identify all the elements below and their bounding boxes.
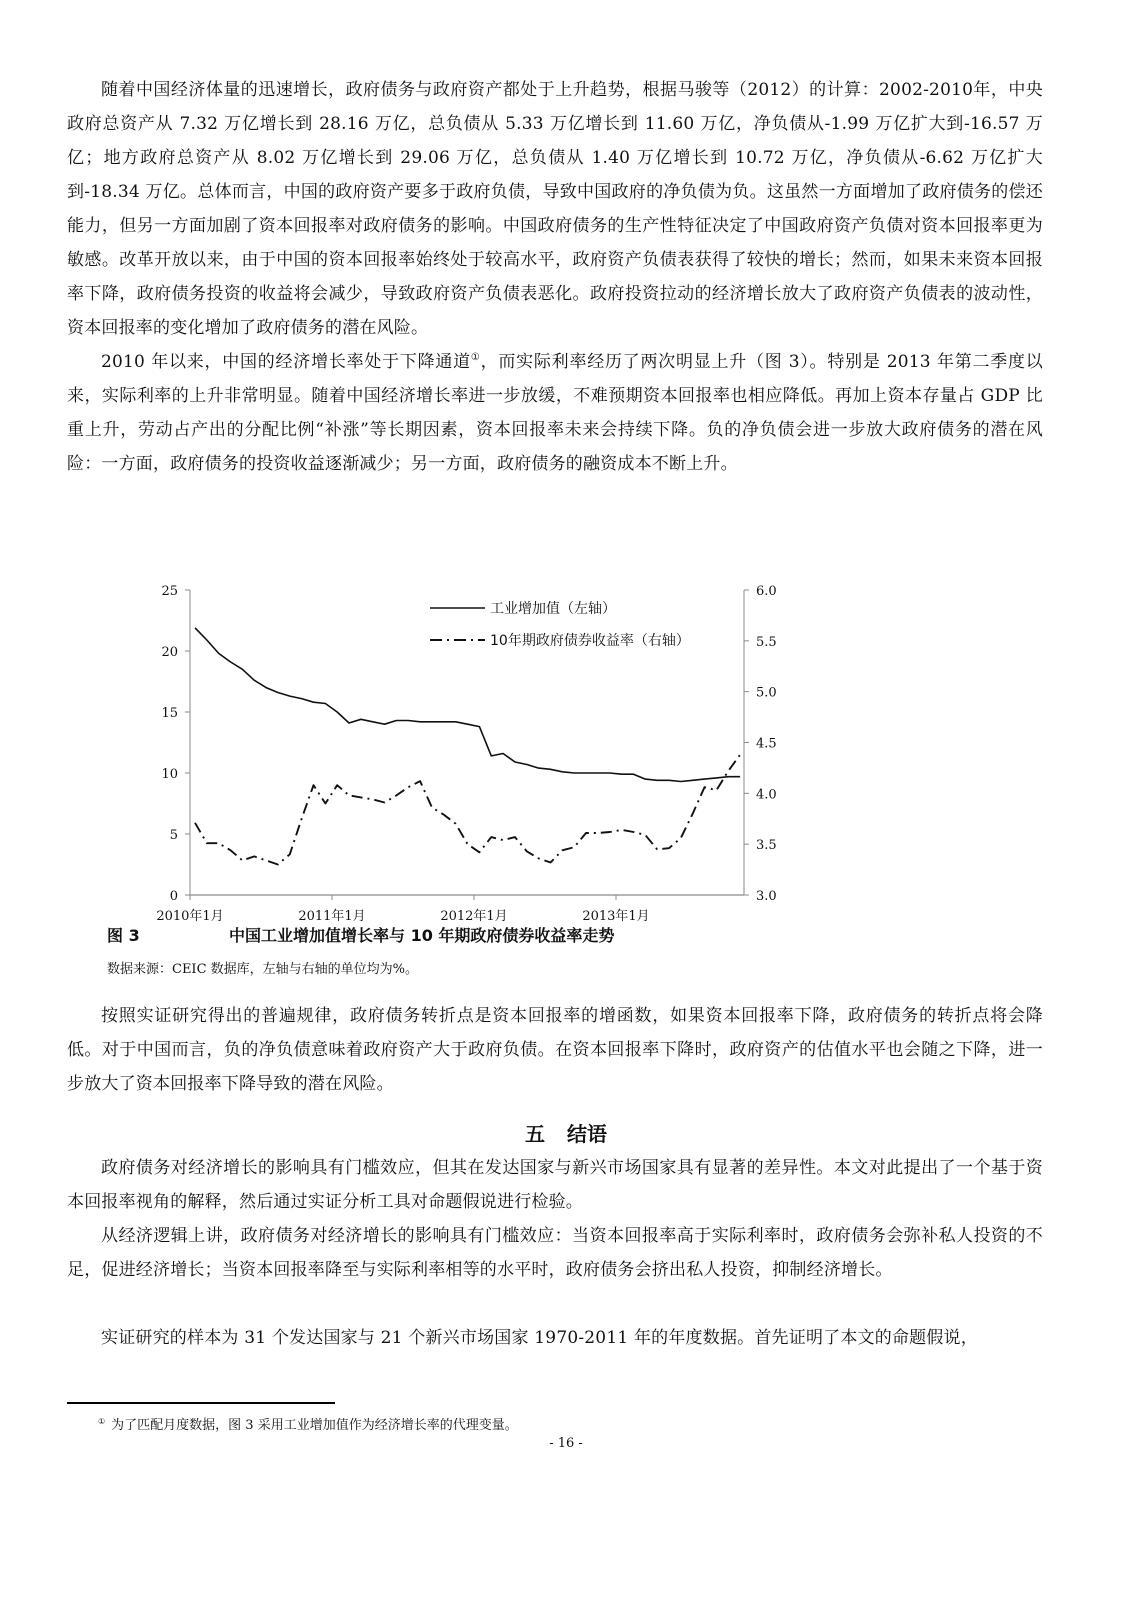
legend-label-industrial-value: 工业增加值（左轴） xyxy=(490,601,616,617)
figure-3-chart xyxy=(0,555,1132,924)
paragraph-economic-logic: 从经济逻辑上讲，政府债务对经济增长的影响具有门槛效应：当资本回报率高于实际利率时，政府债务会弥补私人投资的不足，促进经济增长；当资本回报率降至与实际利率相等的水平时，政府债务会挤出私人投资，抑制经济增长。 xyxy=(67,1226,1043,1280)
figure-caption xyxy=(107,923,615,946)
x-axis-tick-label: 2010年1月 xyxy=(156,909,224,924)
right-axis-tick-label: 4.0 xyxy=(756,787,777,803)
paragraph-growth-decline xyxy=(67,345,1043,481)
chart-series xyxy=(195,628,740,865)
page-number: - 16 - xyxy=(549,1436,583,1451)
left-axis-tick-label: 15 xyxy=(161,706,178,721)
figure-source-note: 数据来源：CEIC 数据库，左轴与右轴的单位均为%。 xyxy=(107,962,419,977)
figure-title: 中国工业增加值增长率与 10 年期政府债券收益率走势 xyxy=(229,926,615,945)
right-axis-tick-label: 5.0 xyxy=(756,685,777,701)
right-axis-tick-label: 3.0 xyxy=(756,889,777,904)
paragraph-government-balance-sheet: 随着中国经济体量的迅速增长，政府债务与政府资产都处于上升趋势，根据马骏等（2012）的计算：2002-2010年，中央政府总资产从 7.32 万亿增长到 28.16 万亿，总负债从 5.33 万亿增长到 11.60 万亿，净负债从-1.99 万亿扩大到-16.57 万亿；地方政府总资产从 8.02 万亿增长到 29.06 万亿，总负债从 1.40 万亿增长到 10.72 万亿，净负债从-6.62 万亿扩大到-18.34 万亿。总体而言，中国的政府资产要多于政府负债，导致中国政府的净负债为负。这虽然一方面增加了政府债务的偿还能力，但另一方面加剧了资本回报率对政府债务的影响。中国政府债务的生产性特征决定了中国政府资产负债对资本回报率更为敏感。改革开放以来，由于中国的资本回报率始终处于较高水平，政府资产负债表获得了较快的增长；然而，如果未来资本回报率下降，政府债务投资的收益将会减少，导致政府资产负债表恶化。政府投资拉动的经济增长放大了政府资产负债表的波动性，资本回报率的变化增加了政府债务的潜在风险。 xyxy=(67,80,1043,338)
paragraph-text: ，而实际利率经历了两次明显上升（图 3）。特别是 2013 年第二季度以来，实际利率的上升非常明显。随着中国经济增长率进一步放缓，不难预期资本回报率也相应降低。再加上资本存量占 GDP 比重上升，劳动占产出的分配比例“补涨”等长期因素，资本回报率未来会持续下降。负的净负债会进一步放大政府债务的潜在风险：一方面，政府债务的投资收益逐渐减少；另一方面，政府债务的融资成本不断上升。 xyxy=(67,352,1043,474)
legend-label-bond-yield: 10年期政府债券收益率（右轴） xyxy=(490,633,690,649)
right-axis-tick-label: 3.5 xyxy=(756,838,777,854)
left-axis-tick-label: 0 xyxy=(169,889,178,904)
footnote-reference[interactable]: ① xyxy=(470,352,481,363)
paragraph-conclusion-summary: 政府债务对经济增长的影响具有门槛效应，但其在发达国家与新兴市场国家具有显著的差异性。本文对此提出了一个基于资本回报率视角的解释，然后通过实证分析工具对命题假说进行检验。 xyxy=(67,1158,1043,1212)
series-line-industrial-value xyxy=(195,628,740,782)
right-axis-tick-label: 5.5 xyxy=(756,634,777,650)
paragraph-empirical-sample: 实证研究的样本为 31 个发达国家与 21 个新兴市场国家 1970-2011 年的年度数据。首先证明了本文的命题假说， xyxy=(101,1328,978,1348)
section-title: 结语 xyxy=(567,1122,607,1146)
section-number: 五 xyxy=(525,1122,545,1146)
chart-legend xyxy=(430,600,690,649)
footnote-divider xyxy=(67,1402,335,1404)
series-line-bond-yield xyxy=(195,755,740,865)
footnote-text: 为了匹配月度数据，图 3 采用工业增加值作为经济增长率的代理变量。 xyxy=(111,1418,518,1433)
footnote xyxy=(98,1414,518,1433)
right-axis-tick-label: 4.5 xyxy=(756,736,777,752)
x-axis-tick-label: 2011年1月 xyxy=(298,909,366,924)
x-axis-tick-label: 2013年1月 xyxy=(582,909,650,924)
right-axis-tick-label: 6.0 xyxy=(756,584,777,599)
x-axis-tick-label: 2012年1月 xyxy=(440,909,508,924)
left-axis-tick-label: 25 xyxy=(161,584,178,599)
left-axis-tick-label: 10 xyxy=(161,767,178,782)
paragraph-turning-point: 按照实证研究得出的普遍规律，政府债务转折点是资本回报率的增函数，如果资本回报率下降，政府债务的转折点将会降低。对于中国而言，负的净负债意味着政府资产大于政府负债。在资本回报率下降时，政府资产的估值水平也会随之下降，进一步放大了资本回报率下降导致的潜在风险。 xyxy=(67,1006,1043,1094)
paragraph-text: 2010 年以来，中国的经济增长率处于下降通道 xyxy=(101,352,471,372)
left-axis-tick-label: 20 xyxy=(161,645,178,660)
figure-label: 图 3 xyxy=(107,926,140,945)
footnote-mark: ① xyxy=(98,1417,106,1426)
section-heading xyxy=(0,1118,1132,1147)
left-axis-tick-label: 5 xyxy=(169,828,178,843)
